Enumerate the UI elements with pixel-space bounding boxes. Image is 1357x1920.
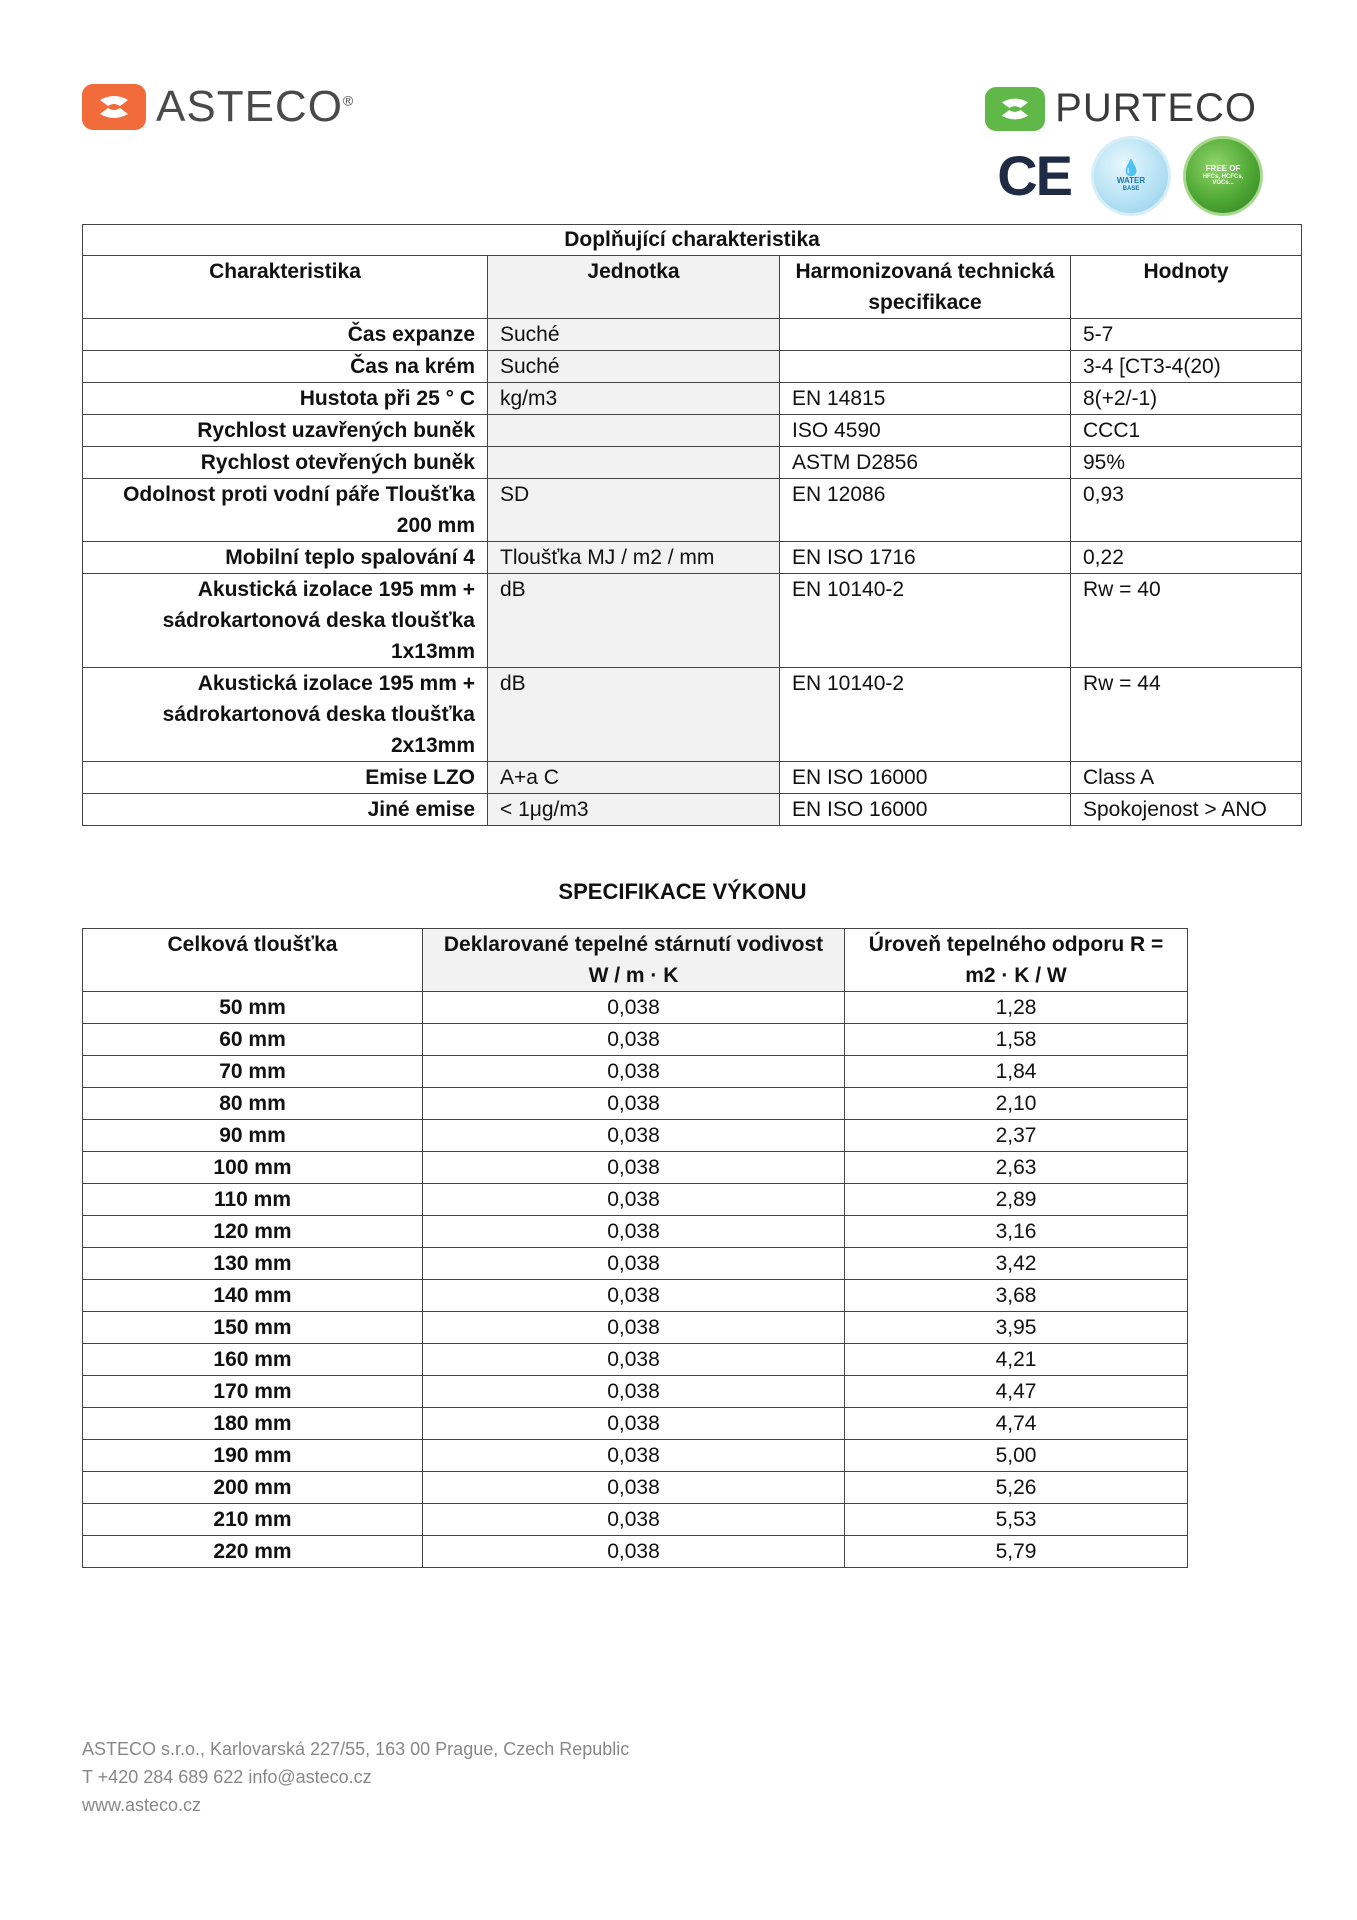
table1-header-values: Hodnoty: [1071, 256, 1302, 319]
thickness-cell: 150 mm: [83, 1312, 423, 1344]
thickness-cell: 90 mm: [83, 1120, 423, 1152]
table-row: [83, 668, 1302, 762]
thickness-cell: 100 mm: [83, 1152, 423, 1184]
value-cell: Rw = 44: [1071, 668, 1302, 762]
free-of-hfc-badge-icon: FREE OF HFCs, HCFCs, VOCs...: [1183, 136, 1263, 216]
resistance-cell: 2,89: [845, 1184, 1188, 1216]
unit-cell: dB: [488, 668, 780, 762]
unit-cell: [488, 447, 780, 479]
table-row: [83, 794, 1302, 826]
asteco-logo-text: ASTECO®: [156, 82, 355, 131]
table1-header-specification: Harmonizovaná technická specifikace: [780, 256, 1071, 319]
table-row: [83, 1152, 1188, 1184]
thickness-cell: 50 mm: [83, 992, 423, 1024]
value-cell: 8(+2/-1): [1071, 383, 1302, 415]
table-row: [83, 415, 1302, 447]
conductivity-cell: 0,038: [423, 1504, 845, 1536]
unit-cell: [488, 415, 780, 447]
table2-header-thickness: Celková tloušťka: [83, 929, 423, 992]
resistance-cell: 1,58: [845, 1024, 1188, 1056]
characteristic-cell: Jiné emise: [83, 794, 488, 826]
unit-cell: < 1μg/m3: [488, 794, 780, 826]
resistance-cell: 5,79: [845, 1536, 1188, 1568]
table-row: [83, 1344, 1188, 1376]
characteristic-cell: Čas na krém: [83, 351, 488, 383]
unit-cell: Suché: [488, 319, 780, 351]
purteco-logo-text: PURTECO: [1055, 86, 1257, 130]
supplementary-characteristics-table: [82, 224, 1302, 826]
unit-cell: A+a C: [488, 762, 780, 794]
thickness-cell: 120 mm: [83, 1216, 423, 1248]
table-row: [83, 1536, 1188, 1568]
table-row: [83, 1120, 1188, 1152]
unit-cell: Tloušťka MJ / m2 / mm: [488, 542, 780, 574]
unit-cell: dB: [488, 574, 780, 668]
table-row: [83, 1248, 1188, 1280]
table-row: [83, 1504, 1188, 1536]
specification-cell: EN ISO 1716: [780, 542, 1071, 574]
characteristic-cell: Mobilní teplo spalování 4: [83, 542, 488, 574]
table1-header-unit: Jednotka: [488, 256, 780, 319]
resistance-cell: 2,63: [845, 1152, 1188, 1184]
table1-title: Doplňující charakteristika: [83, 225, 1302, 256]
performance-spec-title: SPECIFIKACE VÝKONU: [558, 879, 807, 904]
unit-cell: SD: [488, 479, 780, 542]
footer-contact: T +420 284 689 622 info@asteco.cz: [82, 1767, 372, 1787]
table-row: [83, 1408, 1188, 1440]
table-row: [83, 1280, 1188, 1312]
thickness-cell: 210 mm: [83, 1504, 423, 1536]
thickness-cell: 180 mm: [83, 1408, 423, 1440]
resistance-cell: 4,47: [845, 1376, 1188, 1408]
conductivity-cell: 0,038: [423, 1408, 845, 1440]
conductivity-cell: 0,038: [423, 1312, 845, 1344]
value-cell: 5-7: [1071, 319, 1302, 351]
specification-cell: EN 10140-2: [780, 668, 1071, 762]
resistance-cell: 3,95: [845, 1312, 1188, 1344]
resistance-cell: 1,28: [845, 992, 1188, 1024]
table-row: [83, 1056, 1188, 1088]
value-cell: Rw = 40: [1071, 574, 1302, 668]
asteco-logo-mark-icon: [82, 84, 146, 130]
water-base-badge-icon: 💧 WATER BASE: [1091, 136, 1171, 216]
asteco-logo: [82, 82, 354, 132]
resistance-cell: 5,26: [845, 1472, 1188, 1504]
thickness-cell: 60 mm: [83, 1024, 423, 1056]
thickness-cell: 70 mm: [83, 1056, 423, 1088]
conductivity-cell: 0,038: [423, 1056, 845, 1088]
table-row: [83, 319, 1302, 351]
table-row: [83, 1312, 1188, 1344]
characteristic-cell: Odolnost proti vodní páře Tloušťka 200 mm: [83, 479, 488, 542]
conductivity-cell: 0,038: [423, 1248, 845, 1280]
specification-cell: ASTM D2856: [780, 447, 1071, 479]
ce-mark-icon: CE: [997, 144, 1071, 207]
table-row: [83, 1472, 1188, 1504]
water-drop-icon: 💧: [1121, 159, 1141, 177]
resistance-cell: 3,16: [845, 1216, 1188, 1248]
table-row: [83, 351, 1302, 383]
certification-marks: [997, 136, 1263, 216]
thickness-cell: 200 mm: [83, 1472, 423, 1504]
table-row: [83, 762, 1302, 794]
characteristic-cell: Akustická izolace 195 mm + sádrokartonová deska tloušťka 2x13mm: [83, 668, 488, 762]
resistance-cell: 3,68: [845, 1280, 1188, 1312]
thickness-cell: 190 mm: [83, 1440, 423, 1472]
unit-cell: kg/m3: [488, 383, 780, 415]
resistance-cell: 3,42: [845, 1248, 1188, 1280]
table1-header-characteristic: Charakteristika: [83, 256, 488, 319]
conductivity-cell: 0,038: [423, 1344, 845, 1376]
value-cell: CCC1: [1071, 415, 1302, 447]
conductivity-cell: 0,038: [423, 1088, 845, 1120]
table-row: [83, 383, 1302, 415]
resistance-cell: 5,53: [845, 1504, 1188, 1536]
characteristic-cell: Rychlost uzavřených buněk: [83, 415, 488, 447]
conductivity-cell: 0,038: [423, 992, 845, 1024]
conductivity-cell: 0,038: [423, 1472, 845, 1504]
conductivity-cell: 0,038: [423, 1280, 845, 1312]
table-row: [83, 1376, 1188, 1408]
conductivity-cell: 0,038: [423, 1536, 845, 1568]
specification-cell: EN 10140-2: [780, 574, 1071, 668]
footer-website: www.asteco.cz: [82, 1795, 202, 1815]
table2-header-resistance: Úroveň tepelného odporu R = m2 · K / W: [845, 929, 1188, 992]
characteristic-cell: Čas expanze: [83, 319, 488, 351]
specification-cell: EN ISO 16000: [780, 794, 1071, 826]
conductivity-cell: 0,038: [423, 1184, 845, 1216]
specification-cell: EN 12086: [780, 479, 1071, 542]
thickness-cell: 170 mm: [83, 1376, 423, 1408]
specification-cell: EN ISO 16000: [780, 762, 1071, 794]
characteristic-cell: Rychlost otevřených buněk: [83, 447, 488, 479]
table-row: [83, 479, 1302, 542]
specification-cell: ISO 4590: [780, 415, 1071, 447]
specification-cell: [780, 351, 1071, 383]
table2-body: [83, 992, 1188, 1568]
conductivity-cell: 0,038: [423, 1216, 845, 1248]
thickness-cell: 140 mm: [83, 1280, 423, 1312]
value-cell: 0,93: [1071, 479, 1302, 542]
value-cell: 3-4 [CT3-4(20): [1071, 351, 1302, 383]
unit-cell: Suché: [488, 351, 780, 383]
resistance-cell: 5,00: [845, 1440, 1188, 1472]
thickness-cell: 80 mm: [83, 1088, 423, 1120]
table2-header-conductivity: Deklarované tepelné stárnutí vodivost W / m · K: [423, 929, 845, 992]
table-row: [83, 1024, 1188, 1056]
purteco-logo: [985, 86, 1257, 131]
table-row: [83, 447, 1302, 479]
thickness-cell: 160 mm: [83, 1344, 423, 1376]
conductivity-cell: 0,038: [423, 1120, 845, 1152]
characteristic-cell: Hustota při 25 ° C: [83, 383, 488, 415]
thickness-cell: 220 mm: [83, 1536, 423, 1568]
resistance-cell: 4,21: [845, 1344, 1188, 1376]
table-row: [83, 574, 1302, 668]
table-row: [83, 1088, 1188, 1120]
value-cell: Class A: [1071, 762, 1302, 794]
table-row: [83, 1184, 1188, 1216]
thickness-cell: 130 mm: [83, 1248, 423, 1280]
resistance-cell: 2,10: [845, 1088, 1188, 1120]
table1-body: [83, 319, 1302, 826]
table-row: [83, 1216, 1188, 1248]
performance-spec-table: [82, 928, 1188, 1568]
footer: [82, 1735, 629, 1819]
conductivity-cell: 0,038: [423, 1152, 845, 1184]
conductivity-cell: 0,038: [423, 1376, 845, 1408]
value-cell: Spokojenost > ANO: [1071, 794, 1302, 826]
table-row: [83, 992, 1188, 1024]
value-cell: 0,22: [1071, 542, 1302, 574]
specification-cell: [780, 319, 1071, 351]
table-row: [83, 542, 1302, 574]
resistance-cell: 1,84: [845, 1056, 1188, 1088]
characteristic-cell: Akustická izolace 195 mm + sádrokartonová deska tloušťka 1x13mm: [83, 574, 488, 668]
value-cell: 95%: [1071, 447, 1302, 479]
thickness-cell: 110 mm: [83, 1184, 423, 1216]
resistance-cell: 2,37: [845, 1120, 1188, 1152]
characteristic-cell: Emise LZO: [83, 762, 488, 794]
table-row: [83, 1440, 1188, 1472]
purteco-logo-mark-icon: [985, 87, 1045, 131]
conductivity-cell: 0,038: [423, 1024, 845, 1056]
footer-address: ASTECO s.r.o., Karlovarská 227/55, 163 00 Prague, Czech Republic: [82, 1739, 630, 1759]
conductivity-cell: 0,038: [423, 1440, 845, 1472]
resistance-cell: 4,74: [845, 1408, 1188, 1440]
specification-cell: EN 14815: [780, 383, 1071, 415]
